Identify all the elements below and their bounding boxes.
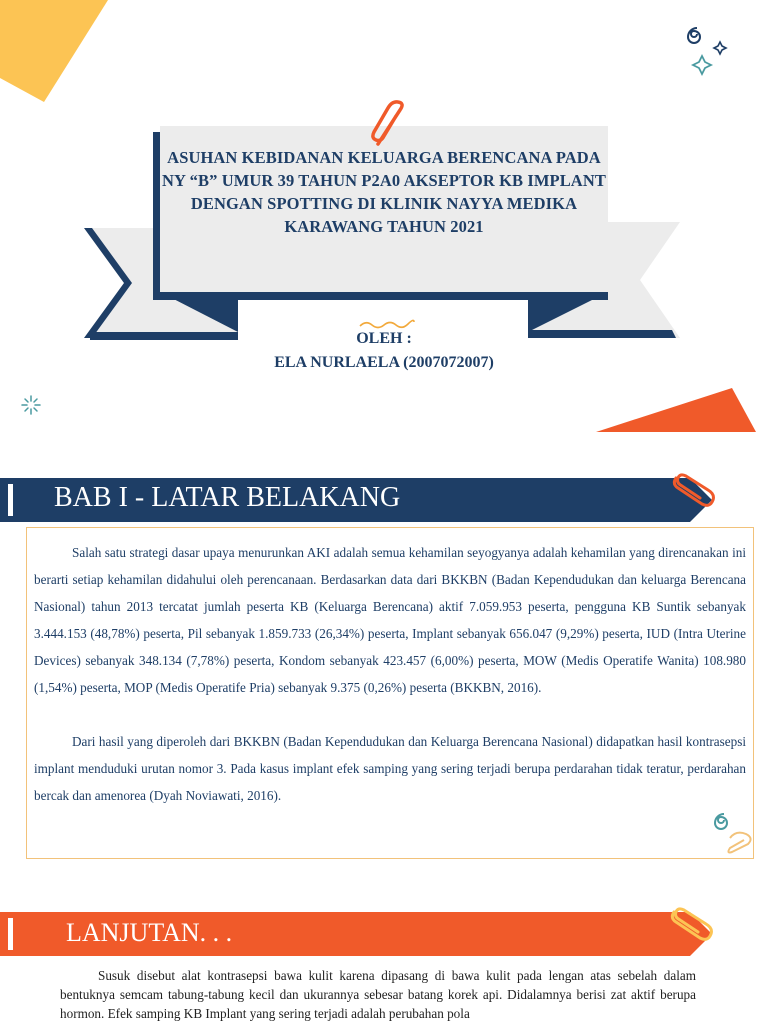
cover-title: ASUHAN KEBIDANAN KELUARGA BERENCANA PADA NY “B” UMUR 39 TAHUN P2A0 AKSEPTOR KB IMPLANT DENGAN SPOTTING DI KLINIK NAYYA MEDIKA KARAWANG TAHUN 2021 bbox=[162, 148, 606, 236]
cover-slide bbox=[0, 0, 768, 460]
oleh-label: OLEH : bbox=[356, 330, 412, 347]
author-name: ELA NURLAELA (2007072007) bbox=[274, 354, 494, 371]
paperclip-icon bbox=[368, 100, 412, 152]
spiral-icon bbox=[684, 22, 732, 80]
paragraph-3: Susuk disebut alat kontrasepsi bawa kulit karena dipasang di bawa kulit pada lengan atas sebelah dalam bentuknya semcam tabung-tabung kecil dan ukurannya sebesar batang korek api. Didalamnya berisi zat aktif berupa hormon. Efek samping KB Implant yang sering terjadi adalah perubahan pola bbox=[60, 968, 696, 1021]
starburst-icon bbox=[20, 394, 42, 416]
paragraph-2: Dari hasil yang diperoleh dari BKKBN (Badan Kependudukan dan Keluarga Berencana Nasional) didapatkan hasil kontrasepsi implant menduduki urutan nomor 3. Pada kasus implant efek samping yang sering terjadi berupa perdarahan tidak teratur, perdarahan bercak dan amenorea (Dyah Noviawati, 2016). bbox=[34, 734, 746, 803]
squiggle-decoration bbox=[358, 318, 416, 330]
orange-triangle-shape bbox=[596, 386, 758, 436]
paragraph-1: Salah satu strategi dasar upaya menurunkan AKI adalah semua kehamilan seyogyanya adalah kehamilan yang direncanakan ini berarti setiap kehamilan didahului oleh perencanaan. Berdasarkan data dari BKKBN (Badan Kependudukan dan keluarga Berencana Nasional) tahun 2013 tercatat jumlah peserta KB (Keluarga Berencana) aktif 7.059.953 peserta, pengguna KB Suntik sebanyak 3.444.153 (48,78%) peserta, Pil sebanyak 1.859.733 (26,34%) peserta, Implant sebanyak 656.047 (9,29%) peserta, IUD (Intra Uterine Devices) sebanyak 348.134 (7,78%) peserta, Kondom sebanyak 423.457 (6,00%) peserta, MOW (Medis Operatife Wanita) 108.980 (1,54%) peserta, MOP (Medis Operatife Pria) sebanyak 9.375 (0,26%) peserta (BKKBN, 2016). bbox=[34, 545, 746, 695]
spiral-icon bbox=[712, 808, 754, 856]
paperclip-icon bbox=[668, 904, 716, 944]
continuation-heading: LANJUTAN. . . bbox=[66, 918, 233, 947]
section-heading: BAB I - LATAR BELAKANG bbox=[54, 482, 401, 513]
paperclip-icon bbox=[670, 470, 718, 510]
